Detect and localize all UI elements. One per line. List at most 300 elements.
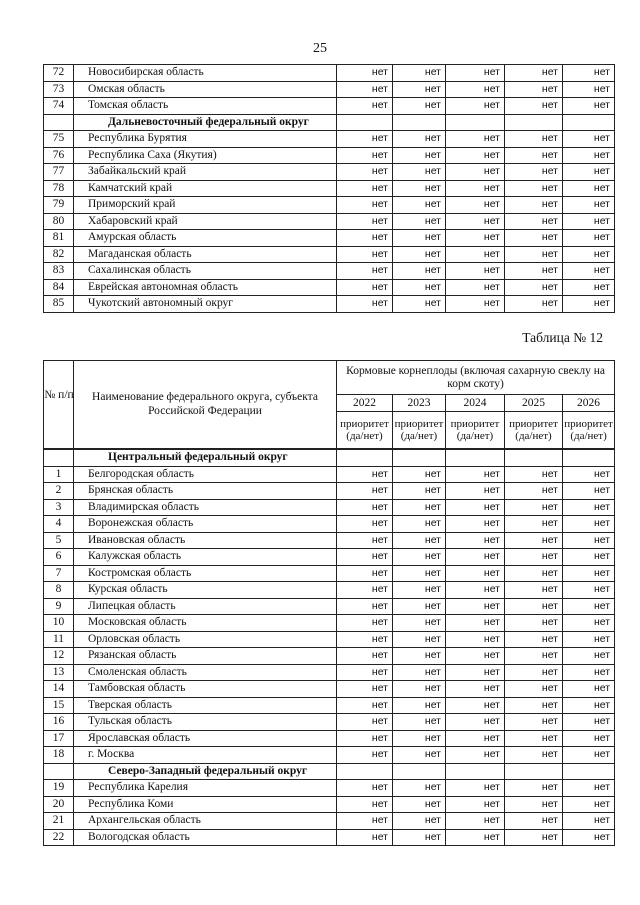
priority-value: нет [563,65,615,82]
priority-value: нет [563,180,615,197]
row-number: 6 [44,549,74,566]
priority-value: нет [393,279,446,296]
priority-value: нет [563,532,615,549]
table-row [44,796,615,813]
priority-value: нет [563,213,615,230]
priority-value: нет [393,780,446,797]
priority-value: нет [505,813,563,830]
column-header-priority: приоритет (да/нет) [393,412,446,449]
priority-value: нет [393,648,446,665]
priority-value: нет [446,615,505,632]
row-number: 12 [44,648,74,665]
table-row [44,648,615,665]
priority-value: нет [505,631,563,648]
priority-value: нет [563,483,615,500]
priority-value: нет [446,466,505,483]
row-number: 19 [44,780,74,797]
priority-value: нет [563,664,615,681]
priority-value: нет [337,582,393,599]
priority-value: нет [393,714,446,731]
priority-value: нет [393,565,446,582]
page-number: 25 [313,41,327,56]
column-header-name: Наименование федерального округа, субъекта Российской Федерации [74,361,337,449]
district-row [44,763,615,780]
priority-value: нет [446,296,505,313]
priority-value: нет [563,81,615,98]
priority-value: нет [337,747,393,764]
region-name: Камчатский край [74,180,337,197]
region-name: Курская область [74,582,337,599]
priority-value: нет [563,796,615,813]
priority-value: нет [505,197,563,214]
region-name: Еврейская автономная область [74,279,337,296]
priority-value: нет [505,296,563,313]
column-header-priority: приоритет (да/нет) [505,412,563,449]
priority-value: нет [505,131,563,148]
priority-value: нет [563,829,615,846]
priority-value: нет [446,499,505,516]
priority-value: нет [563,164,615,181]
row-number: 11 [44,631,74,648]
district-row [44,450,615,467]
priority-value: нет [393,813,446,830]
priority-value: нет [446,230,505,247]
value-cell [337,114,393,131]
priority-value: нет [446,747,505,764]
priority-value: нет [446,697,505,714]
priority-value: нет [505,615,563,632]
priority-value: нет [337,516,393,533]
priority-value: нет [337,279,393,296]
priority-value: нет [393,131,446,148]
priority-value: нет [337,730,393,747]
priority-value: нет [393,697,446,714]
table-row [44,263,615,280]
priority-value: нет [563,296,615,313]
row-number: 1 [44,466,74,483]
priority-value: нет [337,197,393,214]
region-name: Новосибирская область [74,65,337,82]
column-header-priority: приоритет (да/нет) [337,412,393,449]
priority-value: нет [337,499,393,516]
region-name: Республика Бурятия [74,131,337,148]
priority-value: нет [563,631,615,648]
region-name: Томская область [74,98,337,115]
priority-value: нет [337,697,393,714]
table-row [44,516,615,533]
row-number: 73 [44,81,74,98]
priority-value: нет [446,598,505,615]
table-row [44,65,615,82]
table-row [44,697,615,714]
region-name: Сахалинская область [74,263,337,280]
priority-value: нет [563,730,615,747]
priority-value: нет [563,197,615,214]
row-number: 21 [44,813,74,830]
table-row [44,747,615,764]
priority-value: нет [337,796,393,813]
priority-value: нет [393,631,446,648]
row-number: 2 [44,483,74,500]
priority-value: нет [505,829,563,846]
priority-value: нет [446,164,505,181]
priority-value: нет [337,681,393,698]
region-name: Тамбовская область [74,681,337,698]
priority-value: нет [446,246,505,263]
region-name: Костромская область [74,565,337,582]
priority-value: нет [393,180,446,197]
priority-value: нет [393,65,446,82]
priority-value: нет [337,714,393,731]
priority-value: нет [563,279,615,296]
priority-table [43,360,615,846]
row-number: 13 [44,664,74,681]
region-name: Амурская область [74,230,337,247]
region-name: Белгородская область [74,466,337,483]
row-number: 85 [44,296,74,313]
priority-value: нет [505,532,563,549]
priority-value: нет [393,532,446,549]
priority-value: нет [446,483,505,500]
region-name: Забайкальский край [74,164,337,181]
priority-value: нет [337,648,393,665]
priority-value: нет [393,664,446,681]
priority-value: нет [563,98,615,115]
value-cell [446,450,505,467]
priority-value: нет [505,147,563,164]
priority-value: нет [563,747,615,764]
table-row [44,730,615,747]
priority-value: нет [337,213,393,230]
priority-value: нет [563,598,615,615]
priority-value: нет [446,714,505,731]
priority-value: нет [393,263,446,280]
priority-value: нет [446,81,505,98]
priority-value: нет [446,549,505,566]
region-name: Республика Карелия [74,780,337,797]
priority-value: нет [505,180,563,197]
district-name: Дальневосточный федеральный округ [74,114,337,131]
priority-value: нет [505,796,563,813]
priority-value: нет [505,98,563,115]
region-name: Архангельская область [74,813,337,830]
value-cell [505,763,563,780]
region-name: Липецкая область [74,598,337,615]
row-number: 7 [44,565,74,582]
priority-value: нет [446,813,505,830]
priority-value: нет [505,697,563,714]
column-header-group: Кормовые корнеплоды (включая сахарную свеклу на корм скоту) [337,361,615,395]
priority-value: нет [337,615,393,632]
priority-value: нет [393,483,446,500]
row-number: 8 [44,582,74,599]
table-row [44,681,615,698]
priority-value: нет [505,565,563,582]
priority-value: нет [505,213,563,230]
priority-value: нет [446,131,505,148]
table-row [44,582,615,599]
priority-value: нет [563,615,615,632]
table-row [44,813,615,830]
priority-value: нет [446,631,505,648]
row-number: 78 [44,180,74,197]
priority-value: нет [337,549,393,566]
priority-value: нет [505,747,563,764]
priority-value: нет [563,582,615,599]
value-cell [393,114,446,131]
priority-value: нет [393,516,446,533]
region-name: Тульская область [74,714,337,731]
table-row [44,664,615,681]
priority-value: нет [337,296,393,313]
priority-value: нет [563,780,615,797]
priority-value: нет [393,582,446,599]
row-number: 5 [44,532,74,549]
priority-value: нет [446,213,505,230]
row-number [44,450,74,467]
priority-value: нет [393,796,446,813]
priority-value: нет [505,466,563,483]
row-number: 77 [44,164,74,181]
value-cell [505,114,563,131]
table-row [44,213,615,230]
region-name: Республика Коми [74,796,337,813]
priority-value: нет [446,780,505,797]
priority-value: нет [446,65,505,82]
value-cell [446,114,505,131]
table-row [44,483,615,500]
region-name: Тверская область [74,697,337,714]
table-row [44,81,615,98]
value-cell [393,763,446,780]
table-row [44,714,615,731]
region-name: Ивановская область [74,532,337,549]
table-row [44,499,615,516]
region-name: Республика Саха (Якутия) [74,147,337,164]
region-name: Вологодская область [74,829,337,846]
priority-value: нет [505,279,563,296]
value-cell [505,450,563,467]
priority-value: нет [393,549,446,566]
table-row [44,466,615,483]
table-row [44,829,615,846]
priority-value: нет [337,483,393,500]
table-caption: Таблица № 12 [522,330,603,345]
priority-value: нет [393,213,446,230]
table-row [44,532,615,549]
priority-value: нет [505,730,563,747]
priority-value: нет [337,81,393,98]
priority-value: нет [393,615,446,632]
priority-value: нет [446,98,505,115]
value-cell [393,450,446,467]
table-row [44,549,615,566]
value-cell [337,763,393,780]
value-cell [337,450,393,467]
region-name: Смоленская область [74,664,337,681]
priority-value: нет [393,147,446,164]
priority-value: нет [505,263,563,280]
priority-value: нет [337,565,393,582]
row-number: 22 [44,829,74,846]
priority-value: нет [446,582,505,599]
region-name: г. Москва [74,747,337,764]
priority-value: нет [505,714,563,731]
table-row [44,631,615,648]
row-number: 75 [44,131,74,148]
row-number: 84 [44,279,74,296]
priority-value: нет [393,466,446,483]
priority-value: нет [505,648,563,665]
priority-value: нет [337,180,393,197]
priority-value: нет [505,246,563,263]
priority-value: нет [505,549,563,566]
priority-value: нет [446,516,505,533]
row-number: 18 [44,747,74,764]
region-name: Омская область [74,81,337,98]
priority-value: нет [393,246,446,263]
priority-value: нет [393,829,446,846]
table-row [44,565,615,582]
column-header-year: 2026 [563,395,615,412]
continuation-table [43,64,615,313]
column-header-year: 2023 [393,395,446,412]
priority-value: нет [337,98,393,115]
priority-value: нет [563,499,615,516]
priority-value: нет [505,598,563,615]
priority-value: нет [446,180,505,197]
region-name: Приморский край [74,197,337,214]
row-number: 20 [44,796,74,813]
priority-value: нет [337,780,393,797]
table-row [44,197,615,214]
priority-value: нет [563,813,615,830]
row-number [44,763,74,780]
column-header-priority: приоритет (да/нет) [446,412,505,449]
priority-value: нет [563,147,615,164]
region-name: Владимирская область [74,499,337,516]
region-name: Магаданская область [74,246,337,263]
row-number: 81 [44,230,74,247]
priority-value: нет [505,664,563,681]
priority-value: нет [446,565,505,582]
table-row [44,131,615,148]
table-row [44,180,615,197]
column-header-priority: приоритет (да/нет) [563,412,615,449]
table-row [44,780,615,797]
priority-value: нет [337,131,393,148]
priority-value: нет [337,532,393,549]
priority-value: нет [446,197,505,214]
district-name: Центральный федеральный округ [74,450,337,467]
row-number: 16 [44,714,74,731]
priority-value: нет [393,747,446,764]
priority-value: нет [505,65,563,82]
priority-value: нет [563,648,615,665]
priority-value: нет [505,164,563,181]
region-name: Орловская область [74,631,337,648]
priority-value: нет [393,681,446,698]
priority-value: нет [446,829,505,846]
row-number: 72 [44,65,74,82]
priority-value: нет [505,499,563,516]
priority-value: нет [337,664,393,681]
region-name: Калужская область [74,549,337,566]
row-number: 3 [44,499,74,516]
row-number: 9 [44,598,74,615]
priority-value: нет [505,483,563,500]
priority-value: нет [563,516,615,533]
priority-value: нет [505,780,563,797]
priority-value: нет [337,466,393,483]
table-row [44,246,615,263]
priority-value: нет [337,65,393,82]
region-name: Чукотский автономный округ [74,296,337,313]
priority-value: нет [505,230,563,247]
table-row [44,279,615,296]
priority-value: нет [393,499,446,516]
priority-value: нет [393,230,446,247]
table-row [44,598,615,615]
value-cell [563,450,615,467]
row-number: 79 [44,197,74,214]
row-number: 10 [44,615,74,632]
table-row [44,98,615,115]
column-header-num: № п/п [44,389,74,401]
region-name: Московская область [74,615,337,632]
value-cell [563,114,615,131]
value-cell [563,763,615,780]
priority-value: нет [337,631,393,648]
priority-value: нет [563,714,615,731]
region-name: Брянская область [74,483,337,500]
priority-value: нет [563,263,615,280]
row-number: 82 [44,246,74,263]
priority-value: нет [337,147,393,164]
row-number: 74 [44,98,74,115]
priority-value: нет [563,131,615,148]
table-row [44,147,615,164]
row-number: 76 [44,147,74,164]
priority-value: нет [563,466,615,483]
priority-value: нет [337,813,393,830]
priority-value: нет [505,582,563,599]
priority-value: нет [505,681,563,698]
district-name: Северо-Западный федеральный округ [74,763,337,780]
row-number: 15 [44,697,74,714]
column-header-year: 2024 [446,395,505,412]
priority-value: нет [505,81,563,98]
priority-value: нет [446,648,505,665]
priority-value: нет [446,796,505,813]
region-name: Ярославская область [74,730,337,747]
table-row [44,296,615,313]
region-name: Рязанская область [74,648,337,665]
row-number: 80 [44,213,74,230]
priority-value: нет [446,263,505,280]
region-name: Хабаровский край [74,213,337,230]
priority-value: нет [393,730,446,747]
value-cell [446,763,505,780]
priority-value: нет [563,549,615,566]
priority-value: нет [393,598,446,615]
table-row [44,230,615,247]
row-number [44,114,74,131]
priority-value: нет [393,98,446,115]
column-header-year: 2025 [505,395,563,412]
priority-value: нет [393,197,446,214]
row-number: 4 [44,516,74,533]
